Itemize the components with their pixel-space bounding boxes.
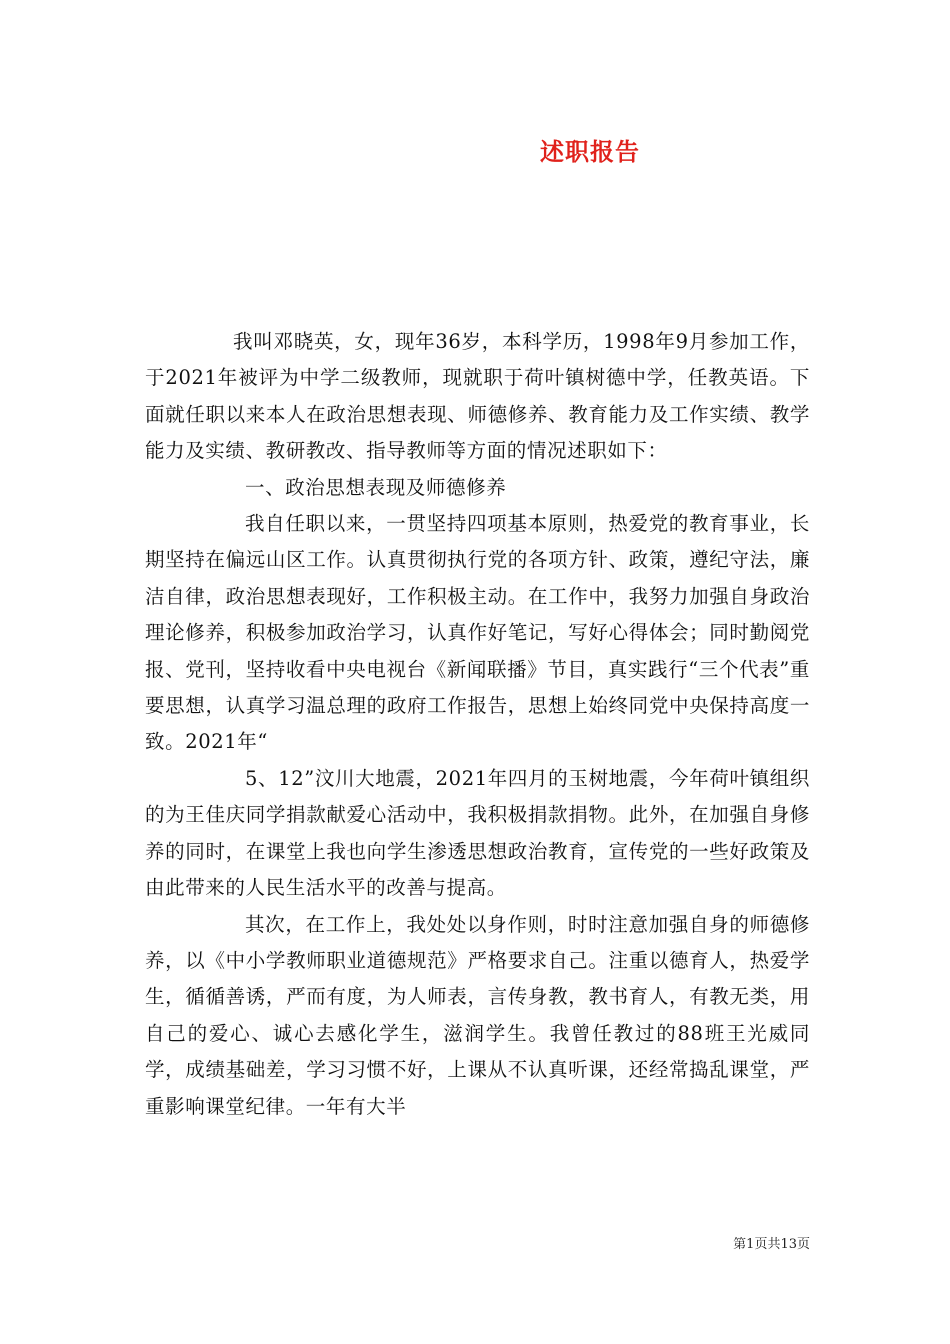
paragraph-intro: 我叫邓晓英，女，现年36岁，本科学历，1998年9月参加工作，于2021年被评为中学二级教师，现就职于荷叶镇树德中学，任教英语。下面就任职以来本人在政治思想表现、师德修养、教育能力及工作实绩、教学能力及实绩、教研教改、指导教师等方面的情况述职如下：: [145, 330, 810, 463]
paragraph-political: 我自任职以来，一贯坚持四项基本原则，热爱党的教育事业，长期坚持在偏远山区工作。认真贯彻执行党的各项方针、政策，遵纪守法，廉洁自律，政治思想表现好，工作积极主动。在工作中，我努力加强自身政治理论修养，积极参加政治学习，认真作好笔记，写好心得体会；同时勤阅党报、党刊，坚持收看中央电视台《新闻联播》节目，真实践行“三个代表”重要思想，认真学习温总理的政府工作报告，思想上始终同党中央保持高度一致。2021年“: [145, 512, 810, 754]
paragraph-earthquake: 5、12”汶川大地震，2021年四月的玉树地震，今年荷叶镇组织的为王佳庆同学捐款献爱心活动中，我积极捐款捐物。此外，在加强自身修养的同时，在课堂上我也向学生渗透思想政治教育，宣传党的一些好政策及由此带来的人民生活水平的改善与提高。: [145, 766, 810, 900]
document-body: [145, 324, 810, 1125]
paragraph-ethics: 其次，在工作上，我处处以身作则，时时注意加强自身的师德修养，以《中小学教师职业道德规范》严格要求自己。注重以德育人，热爱学生，循循善诱，严而有度，为人师表，言传身教，教书育人，有教无类，用自己的爱心、诚心去感化学生，滋润学生。我曾任教过的88班王光威同学，成绩基础差，学习习惯不好，上课从不认真听课，还经常捣乱课堂，严重影响课堂纪律。一年有大半: [145, 912, 810, 1118]
section-heading: 一、政治思想表现及师德修养: [245, 475, 507, 499]
page-number: 第1页共13页: [733, 1237, 810, 1252]
document-title: 述职报告: [540, 137, 640, 166]
